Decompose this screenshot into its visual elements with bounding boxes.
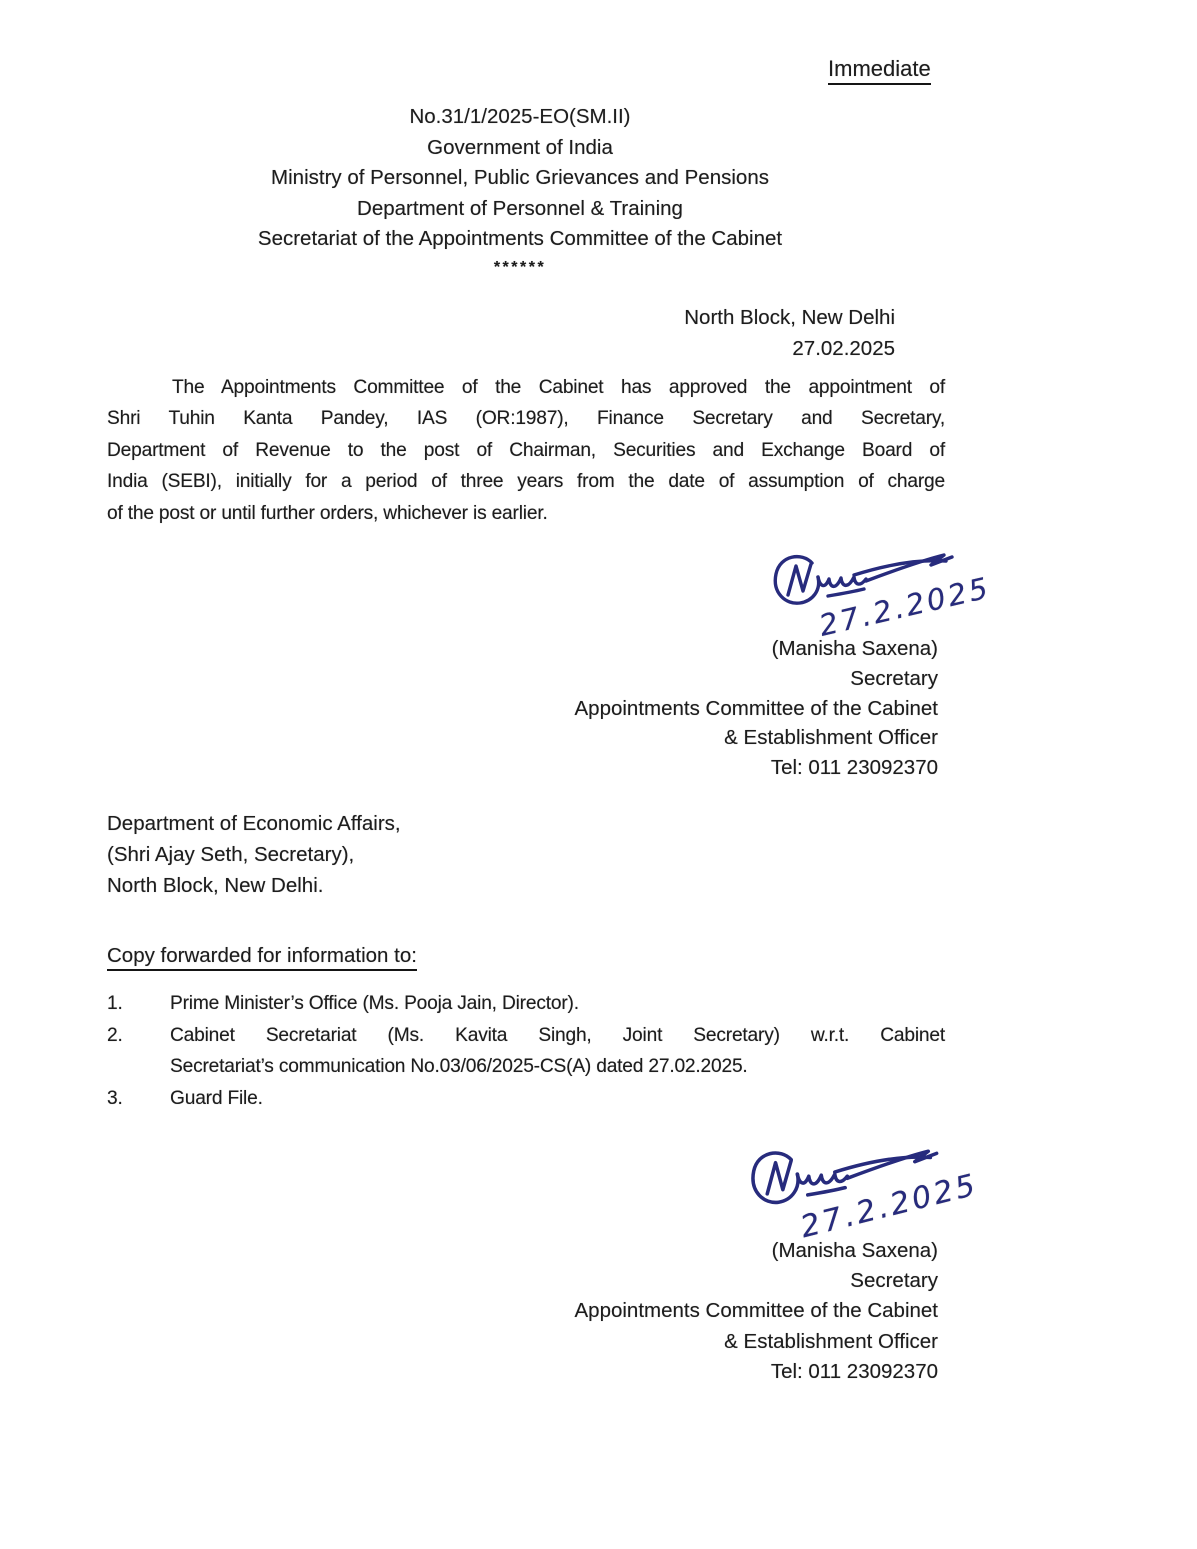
addressee-line: North Block, New Delhi. [107, 874, 324, 897]
dateline-place: North Block, New Delhi [684, 306, 895, 329]
signatory-name: (Manisha Saxena) [771, 1239, 938, 1262]
signatory-org: Appointments Committee of the Cabinet [574, 1299, 938, 1323]
body-line: Department of Revenue to the post of Chairman, Securities and Exchange Board of [107, 439, 945, 461]
copy-forward-list [107, 988, 945, 1114]
stars-separator: ****** [493, 258, 547, 276]
priority-label: Immediate [828, 56, 931, 85]
signatory-phone: Tel: 011 23092370 [770, 1359, 938, 1383]
handwritten-date: 27.2.2025 [815, 570, 994, 643]
item-text: Secretariat’s communication No.03/06/2025-CS(A) dated 27.02.2025. [170, 1056, 748, 1077]
signatory-org: Appointments Committee of the Cabinet [574, 696, 938, 720]
signature-block [575, 634, 939, 783]
item-number: 1. [107, 993, 123, 1014]
org-line-government: Government of India [427, 135, 613, 159]
signatory-title: Secretary [850, 666, 938, 690]
signatory-name: (Manisha Saxena) [771, 637, 938, 660]
body-paragraph [107, 372, 945, 529]
list-item [107, 1020, 945, 1083]
item-text: Prime Minister’s Office (Ms. Pooja Jain, Director). [170, 993, 579, 1014]
body-line: of the post or until further orders, whichever is earlier. [107, 502, 548, 524]
item-number: 2. [107, 1024, 123, 1046]
signatory-title: Secretary [850, 1269, 938, 1293]
dateline-date: 27.02.2025 [792, 337, 895, 360]
item-number: 3. [107, 1087, 123, 1109]
org-line-ministry: Ministry of Personnel, Public Grievances and Pensions [271, 166, 769, 189]
signature-block [575, 1236, 939, 1387]
addressee-line: (Shri Ajay Seth, Secretary), [107, 843, 355, 866]
dateline [684, 302, 895, 364]
addressee-block [107, 808, 401, 901]
signatory-org2: & Establishment Officer [724, 1329, 938, 1353]
signatory-org2: & Establishment Officer [724, 726, 938, 750]
letterhead [0, 102, 1040, 281]
org-line-secretariat: Secretariat of the Appointments Committee of the Cabinet [257, 227, 783, 250]
org-line-department: Department of Personnel & Training [357, 196, 683, 220]
body-line: India (SEBI), initially for a period of three years from the date of assumption of charge [107, 471, 945, 493]
signatory-phone: Tel: 011 23092370 [770, 756, 938, 780]
file-number: No.31/1/2025-EO(SM.II) [409, 105, 631, 128]
item-text: Cabinet Secretariat (Ms. Kavita Singh, Joint Secretary) w.r.t. Cabinet [170, 1024, 945, 1046]
copy-forward-heading: Copy forwarded for information to: [107, 944, 417, 968]
item-text: Guard File. [170, 1087, 263, 1109]
body-line: The Appointments Committee of the Cabinet has approved the appointment of [172, 377, 945, 398]
list-item [107, 1083, 945, 1115]
handwritten-date: 27.2.2025 [797, 1167, 982, 1246]
list-item [107, 988, 945, 1020]
body-line: Shri Tuhin Kanta Pandey, IAS (OR:1987), Finance Secretary and Secretary, [107, 408, 945, 430]
addressee-line: Department of Economic Affairs, [107, 812, 401, 835]
signature-scribble [742, 1144, 992, 1250]
